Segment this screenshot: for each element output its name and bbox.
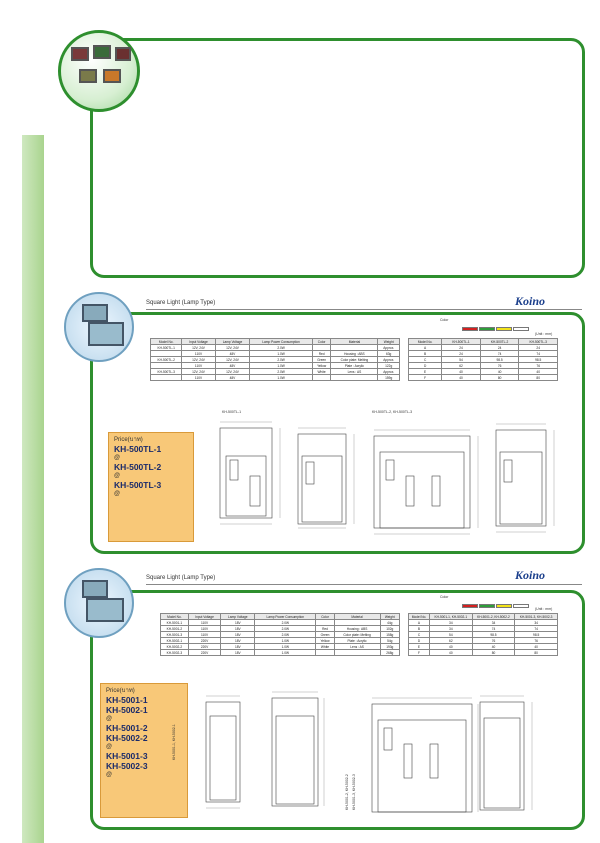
table-row: KH-5001-3 110V 18V 2.0W Green Color plate: Melting 158g: [161, 632, 400, 638]
table-header: KH-500TL-1: [442, 339, 481, 345]
price-value: @: [114, 455, 121, 461]
model-name: KH-5001-2: [106, 723, 148, 733]
table-header: KH-500TL-3: [519, 339, 558, 345]
section1-product-badge: [64, 292, 134, 362]
section1-color-label: Color: [440, 318, 449, 322]
drawing-label: KH-5001-1, KH-5002-1: [172, 724, 176, 760]
table-row: E 40 40 40: [409, 369, 558, 375]
model-name: KH-5002-2: [106, 733, 148, 743]
table-header: Model No.: [409, 614, 430, 620]
table-header: KH-5001-3, KH-5002-3: [515, 614, 558, 620]
price-value: @: [106, 716, 113, 722]
table-row: A 34 34 34: [409, 620, 558, 626]
green-swatch: [479, 604, 495, 608]
table-row: C 54 98.5 98.5: [409, 357, 558, 363]
table-row: D 62 76 76: [409, 638, 558, 644]
price-label: Price(บาท): [106, 688, 135, 694]
section2-unit: (Unit : mm): [535, 607, 553, 611]
section2-technical-drawings: [200, 688, 580, 823]
section1-dimension-table: [408, 338, 558, 381]
table-row: A 24 24 24: [409, 345, 558, 351]
section2-title: Square Light (Lamp Type): [146, 575, 216, 581]
price-value: @: [106, 772, 113, 778]
table-row: 110V 48V 1.0W Red Housing : ABS 63g: [151, 351, 400, 357]
model-name: KH-500TL-3: [114, 480, 162, 490]
section1-unit: (Unit : mm): [535, 332, 553, 336]
table-row: KH-5002-3 220V 18V 1.0W 268g: [161, 650, 400, 656]
white-swatch: [513, 327, 529, 331]
table-row: F 40 80 80: [409, 650, 558, 656]
table-row: KH-500TL-1 12V, 24V 12V, 24V 2.0W Approx.: [151, 345, 400, 351]
table-header: KH-5001-2, KH-5002-2: [472, 614, 515, 620]
model-name: KH-500TL-1: [114, 444, 162, 454]
table-header: Weight: [378, 339, 400, 345]
section2-dimension-table: [408, 613, 558, 656]
lamp-icon: [71, 47, 89, 61]
section1-title-rule: [146, 309, 582, 310]
model-name: KH-5002-1: [106, 705, 148, 715]
table-row: 110V 48V 1.0W Yellow Plate : Acrylic 122g: [151, 363, 400, 369]
table-row: KH-5002-2 220V 18V 1.0W White Lens : AS 193g: [161, 644, 400, 650]
lamp-icon: [103, 69, 121, 83]
table-row: E 40 40 40: [409, 644, 558, 650]
lamp-icon: [79, 69, 97, 83]
yellow-swatch: [496, 327, 512, 331]
table-header: Lamp Voltage: [215, 339, 250, 345]
section1-technical-drawings: [210, 416, 580, 544]
red-swatch: [462, 604, 478, 608]
table-header: KH-5001-1, KH-5002-1: [430, 614, 473, 620]
green-swatch: [479, 327, 495, 331]
section1-title: Square Light (Lamp Type): [146, 300, 216, 306]
section2-spec-table: [160, 613, 400, 656]
model-name: KH-500TL-2: [114, 462, 162, 472]
table-header: Lamp Power Consumption: [255, 614, 316, 620]
table-row: F 40 80 80: [409, 375, 558, 381]
section2-product-badge: [64, 568, 134, 638]
model-name: KH-5001-1: [106, 695, 148, 705]
yellow-swatch: [496, 604, 512, 608]
drawing-label: KH-5001-2, KH-5002-2: [345, 774, 349, 810]
drawing-label: KH-500TL-1: [222, 410, 242, 414]
table-row: KH-5001-1 110V 18V 2.0W 44g: [161, 620, 400, 626]
lamp-icon: [86, 598, 124, 622]
model-name: KH-5002-3: [106, 761, 148, 771]
lamp-icon: [82, 304, 108, 322]
section2-title-rule: [146, 584, 582, 585]
table-header: Input Voltage: [188, 614, 221, 620]
model-name: KH-5001-3: [106, 751, 148, 761]
lamp-icon: [115, 47, 131, 61]
table-header: Color: [312, 339, 331, 345]
table-header: Model No.: [409, 339, 442, 345]
intro-panel: [90, 38, 585, 278]
section2-color-label: Color: [440, 595, 449, 599]
header-lamp-badge: [58, 30, 140, 112]
lamp-icon: [82, 580, 108, 598]
table-header: Weight: [380, 614, 399, 620]
table-header: Model No.: [151, 339, 182, 345]
price-value: @: [114, 473, 121, 479]
lamp-icon: [93, 45, 111, 59]
red-swatch: [462, 327, 478, 331]
lamp-icon: [88, 322, 124, 346]
price-value: @: [106, 744, 113, 750]
brand-logo: Koino: [515, 568, 546, 582]
table-header: Model No.: [161, 614, 189, 620]
table-header: Input Voltage: [182, 339, 215, 345]
table-header: Lamp Voltage: [221, 614, 255, 620]
drawing-label: KH-500TL-2, KH-500TL-3: [372, 410, 413, 414]
drawing-label: KH-5001-3, KH-5002-3: [352, 774, 356, 810]
table-row: B 34 74 74: [409, 626, 558, 632]
section1-price-box: [108, 432, 194, 542]
price-label: Price(บาท): [114, 437, 143, 443]
table-row: B 24 74 74: [409, 351, 558, 357]
table-row: D 62 76 76: [409, 363, 558, 369]
table-header: Material: [331, 339, 378, 345]
table-header: Lamp Power Consumption: [250, 339, 312, 345]
section1-spec-table: [150, 338, 400, 381]
table-row: KH-5002-1 220V 18V 1.0W Yellow Plate : Acrylic 54g: [161, 638, 400, 644]
white-swatch: [513, 604, 529, 608]
table-header: Material: [334, 614, 380, 620]
table-row: KH-5001-2 110V 18V 2.0W Red Housing : ABS 102g: [161, 626, 400, 632]
section1-color-swatches: [462, 318, 530, 336]
table-header: Color: [316, 614, 334, 620]
side-stripe: [22, 135, 44, 843]
brand-logo: Koino: [515, 294, 546, 308]
section2-color-swatches: [462, 595, 530, 613]
price-value: @: [114, 491, 121, 497]
table-row: C 54 98.5 98.5: [409, 632, 558, 638]
table-row: KH-500TL-3 12V, 24V 12V, 24V 2.0W White Lens : AS Approx.: [151, 369, 400, 375]
table-header: KH-500TL-2: [480, 339, 519, 345]
table-row: 110V 48V 1.0W 159g: [151, 375, 400, 381]
table-row: KH-500TL-2 12V, 24V 12V, 24V 2.0W Green Color plate: Melting Approx.: [151, 357, 400, 363]
